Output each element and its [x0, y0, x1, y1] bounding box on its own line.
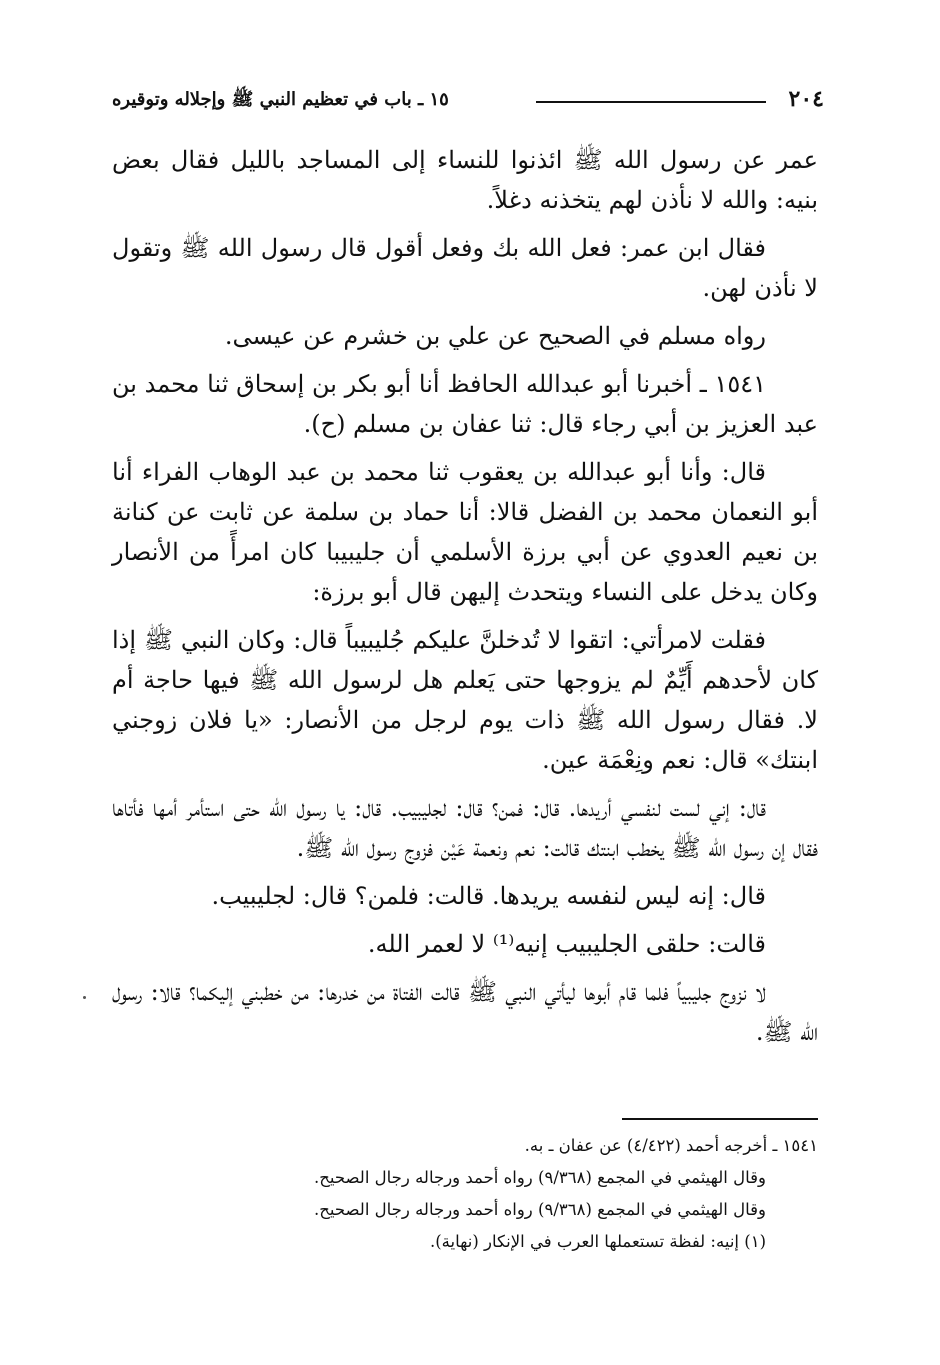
- running-title: ١٥ ـ باب في تعظيم النبي ﷺ وإجلاله وتوقيره: [112, 89, 449, 110]
- paragraph: قال: إني لست لنفسي أريدها. قال: فمن؟ قال: لجليبيب. قال: يا رسول الله حتى استأمر أمها فأتاها فقال إن رسول الله ﷺ يخطب ابنتك قالت: نعم ونعمة عَيْن فزوج رسول الله ﷺ.: [112, 794, 818, 862]
- paragraph: لا نزوج جليبياً فلما قام أبوها ليأتي النبي ﷺ قالت الفتاة من خدرها: من خطبني إليكما؟ قالا: رسول الله ﷺ.: [112, 978, 818, 1046]
- paragraph: فقلت لامرأتي: اتقوا لا تُدخلنَّ عليكم جُليبيباً قال: وكان النبي ﷺ إذا كان لأحدهم أَيِّمٌ لم يزوجها حتى يَعلم هل لرسول الله ﷺ فيها حاجة أم لا. فقال رسول الله ﷺ ذات يوم لرجل من الأنصار: «يا فلان زوجني ابنتك» قال: نعم ونِعْمَة عين.: [112, 626, 818, 774]
- scan-speck: [83, 996, 86, 999]
- footnote-line: وقال الهيثمي في المجمع (٩/٣٦٨) رواه أحمد ورجاله رجال الصحيح.: [313, 1200, 766, 1219]
- page-header: [112, 86, 824, 116]
- paragraph: قال: وأنا أبو عبدالله بن يعقوب ثنا محمد بن عبد الوهاب الفراء أنا أبو النعمان محمد بن الفضل قالا: أنا حماد بن سلمة عن ثابت عن كنانة بن نعيم العدوي عن أبي برزة الأسلمي أن جليبيبا كان امرأً من الأنصار وكان يدخل على النساء ويتحدث إليهن قال أبو برزة:: [112, 458, 818, 606]
- paragraph: عمر عن رسول الله ﷺ ائذنوا للنساء إلى المساجد بالليل فقال بعض بنيه: والله لا نأذن لهم يتخذنه دغلاً.: [112, 146, 818, 214]
- page-number: ٢٠٤: [788, 86, 824, 112]
- header-rule: [536, 101, 766, 103]
- footnote-line: وقال الهيثمي في المجمع (٩/٣٦٨) رواه أحمد ورجاله رجال الصحيح.: [313, 1168, 766, 1187]
- main-text: [112, 140, 818, 1060]
- footnote-separator: [622, 1118, 818, 1120]
- paragraph: قالت: حلقى الجليبيب إنيه⁽¹⁾ لا لعمر الله.: [367, 930, 766, 958]
- footnotes: [112, 1130, 818, 1258]
- paragraph: رواه مسلم في الصحيح عن علي بن خشرم عن عيسى.: [224, 322, 766, 350]
- paragraph: ١٥٤١ ـ أخبرنا أبو عبدالله الحافظ أنا أبو بكر بن إسحاق ثنا محمد بن عبد العزيز بن أبي رجاء قال: ثنا عفان بن مسلم (ح).: [112, 370, 818, 438]
- footnote-line: ١٥٤١ ـ أخرجه أحمد (٤/٤٢٢) عن عفان ـ به.: [524, 1136, 818, 1155]
- paragraph: فقال ابن عمر: فعل الله بك وفعل أقول قال رسول الله ﷺ وتقول لا نأذن لهن.: [112, 234, 818, 302]
- footnote-line: (١) إنيه: لفظة تستعملها العرب في الإنكار (نهاية).: [430, 1232, 766, 1251]
- paragraph: قال: إنه ليس لنفسه يريدها. قالت: فلمن؟ قال: لجليبيب.: [211, 882, 766, 910]
